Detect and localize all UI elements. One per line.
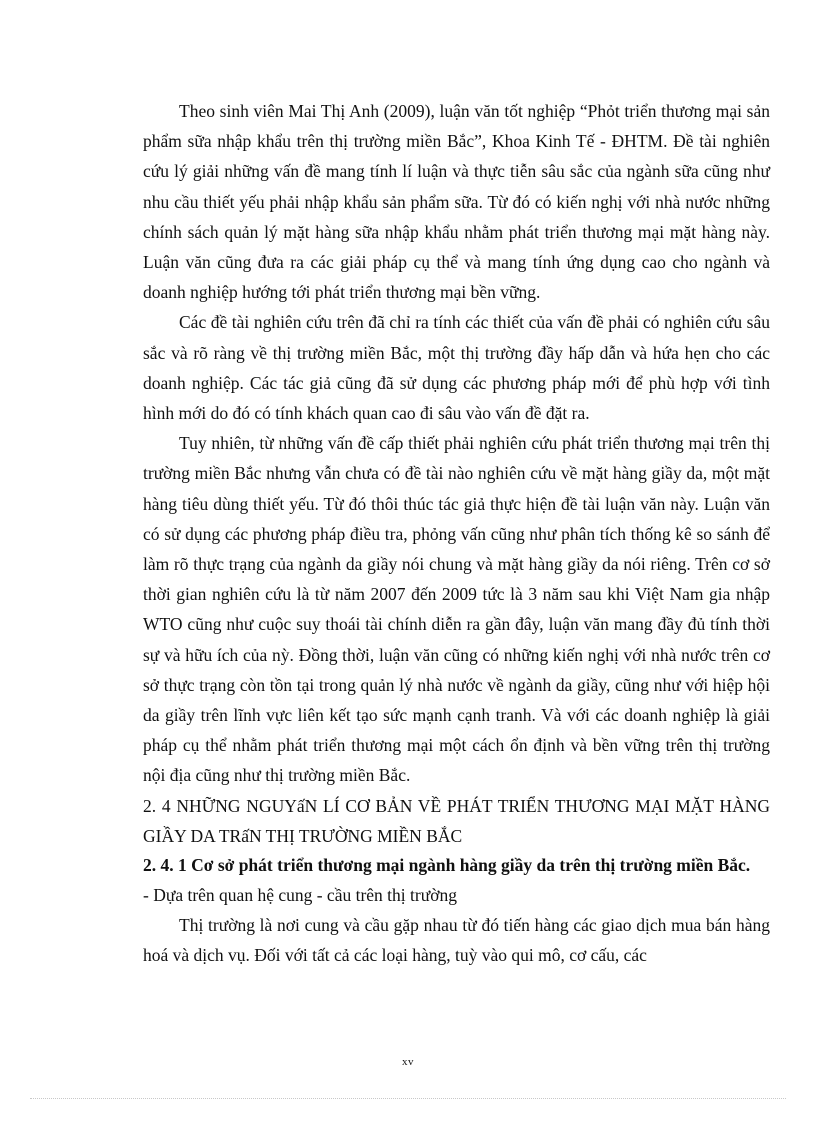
- page-number: xv: [402, 1056, 414, 1068]
- paragraph-research-gap: Tuy nhiên, từ những vấn đề cấp thiết phải nghiên cứu phát triển thương mại trên thị trường miền Bắc nhưng vẫn chưa có đề tài nào nghiên cứu về mặt hàng giầy da, một mặt hàng tiêu dùng thiết yếu. Từ đó thôi thúc tác giả thực hiện đề tài luận văn này. Luận văn có sử dụng các phương pháp điều tra, phỏng vấn cũng như phân tích thống kê so sánh để làm rõ thực trạng của ngành da giầy nói chung và mặt hàng giầy da nói riêng. Trên cơ sở thời gian nghiên cứu là từ năm 2007 đến 2009 tức là 3 năm sau khi Việt Nam gia nhập WTO cũng như cuộc suy thoái tài chính diễn ra gần đây, luận văn mang đầy đủ tính thời sự và hữu ích của nỳ. Đồng thời, luận văn cũng có những kiến nghị với nhà nước trên cơ sở thực trạng còn tồn tại trong quản lý nhà nước về ngành da giầy, cũng như với hiệp hội da giầy trên lĩnh vực liên kết tạo sức mạnh cạnh tranh. Và với các doanh nghiệp là giải pháp cụ thể nhằm phát triển thương mại một cách ổn định và bền vững trên thị trường nội địa cũng như thị trường miền Bắc.: [143, 433, 770, 786]
- page-bottom-divider: [30, 1098, 786, 1099]
- paragraph-mai-thi-anh-thesis: Theo sinh viên Mai Thị Anh (2009), luận văn tốt nghiệp “Phỏt triển thương mại sản phẩm sữa nhập khẩu trên thị trường miền Bắc”, Khoa Kinh Tế - ĐHTM. Đề tài nghiên cứu lý giải những vấn đề mang tính lí luận và thực tiễn sâu sắc của ngành sữa cũng như nhu cầu thiết yếu phải nhập khẩu sản phẩm sữa. Từ đó có kiến nghị với nhà nước những chính sách quản lý mặt hàng sữa nhập khẩu nhằm phát triển thương mại mặt hàng này. Luận văn cũng đưa ra các giải pháp cụ thể và mang tính ứng dụng cao cho ngành và doanh nghiệp hướng tới phát triển thương mại bền vững.: [143, 101, 770, 303]
- dash-list-item: - Dựa trên quan hệ cung - cầu trên thị trường: [143, 885, 457, 906]
- subsection-heading: 2. 4. 1 Cơ sở phát triển thương mại ngành hàng giầy da trên thị trường miền Bắc.: [143, 855, 751, 876]
- section-heading: 2. 4 NHỮNG NGUYấN LÍ CƠ BẢN VỀ PHÁT TRIỂN THƯƠNG MẠI MẶT HÀNG GIẦY DA TRấN THỊ TRƯỜNG MIỀN BẮC: [143, 795, 770, 846]
- page-body: [143, 96, 770, 971]
- paragraph-research-summary: Các đề tài nghiên cứu trên đã chỉ ra tính các thiết của vấn đề phải có nghiên cứu sâu sắc và rõ ràng về thị trường miền Bắc, một thị trường đầy hấp dẫn và hứa hẹn cho các doanh nghiệp. Các tác giả cũng đã sử dụng các phương pháp mới để phù hợp với tình hình mới do đó có tính khách quan cao đi sâu vào vấn đề đặt ra.: [143, 312, 770, 424]
- paragraph-market-definition: Thị trường là nơi cung và cầu gặp nhau từ đó tiến hàng các giao dịch mua bán hàng hoá và dịch vụ. Đối với tất cả các loại hàng, tuỳ vào qui mô, cơ cấu, các: [143, 915, 770, 966]
